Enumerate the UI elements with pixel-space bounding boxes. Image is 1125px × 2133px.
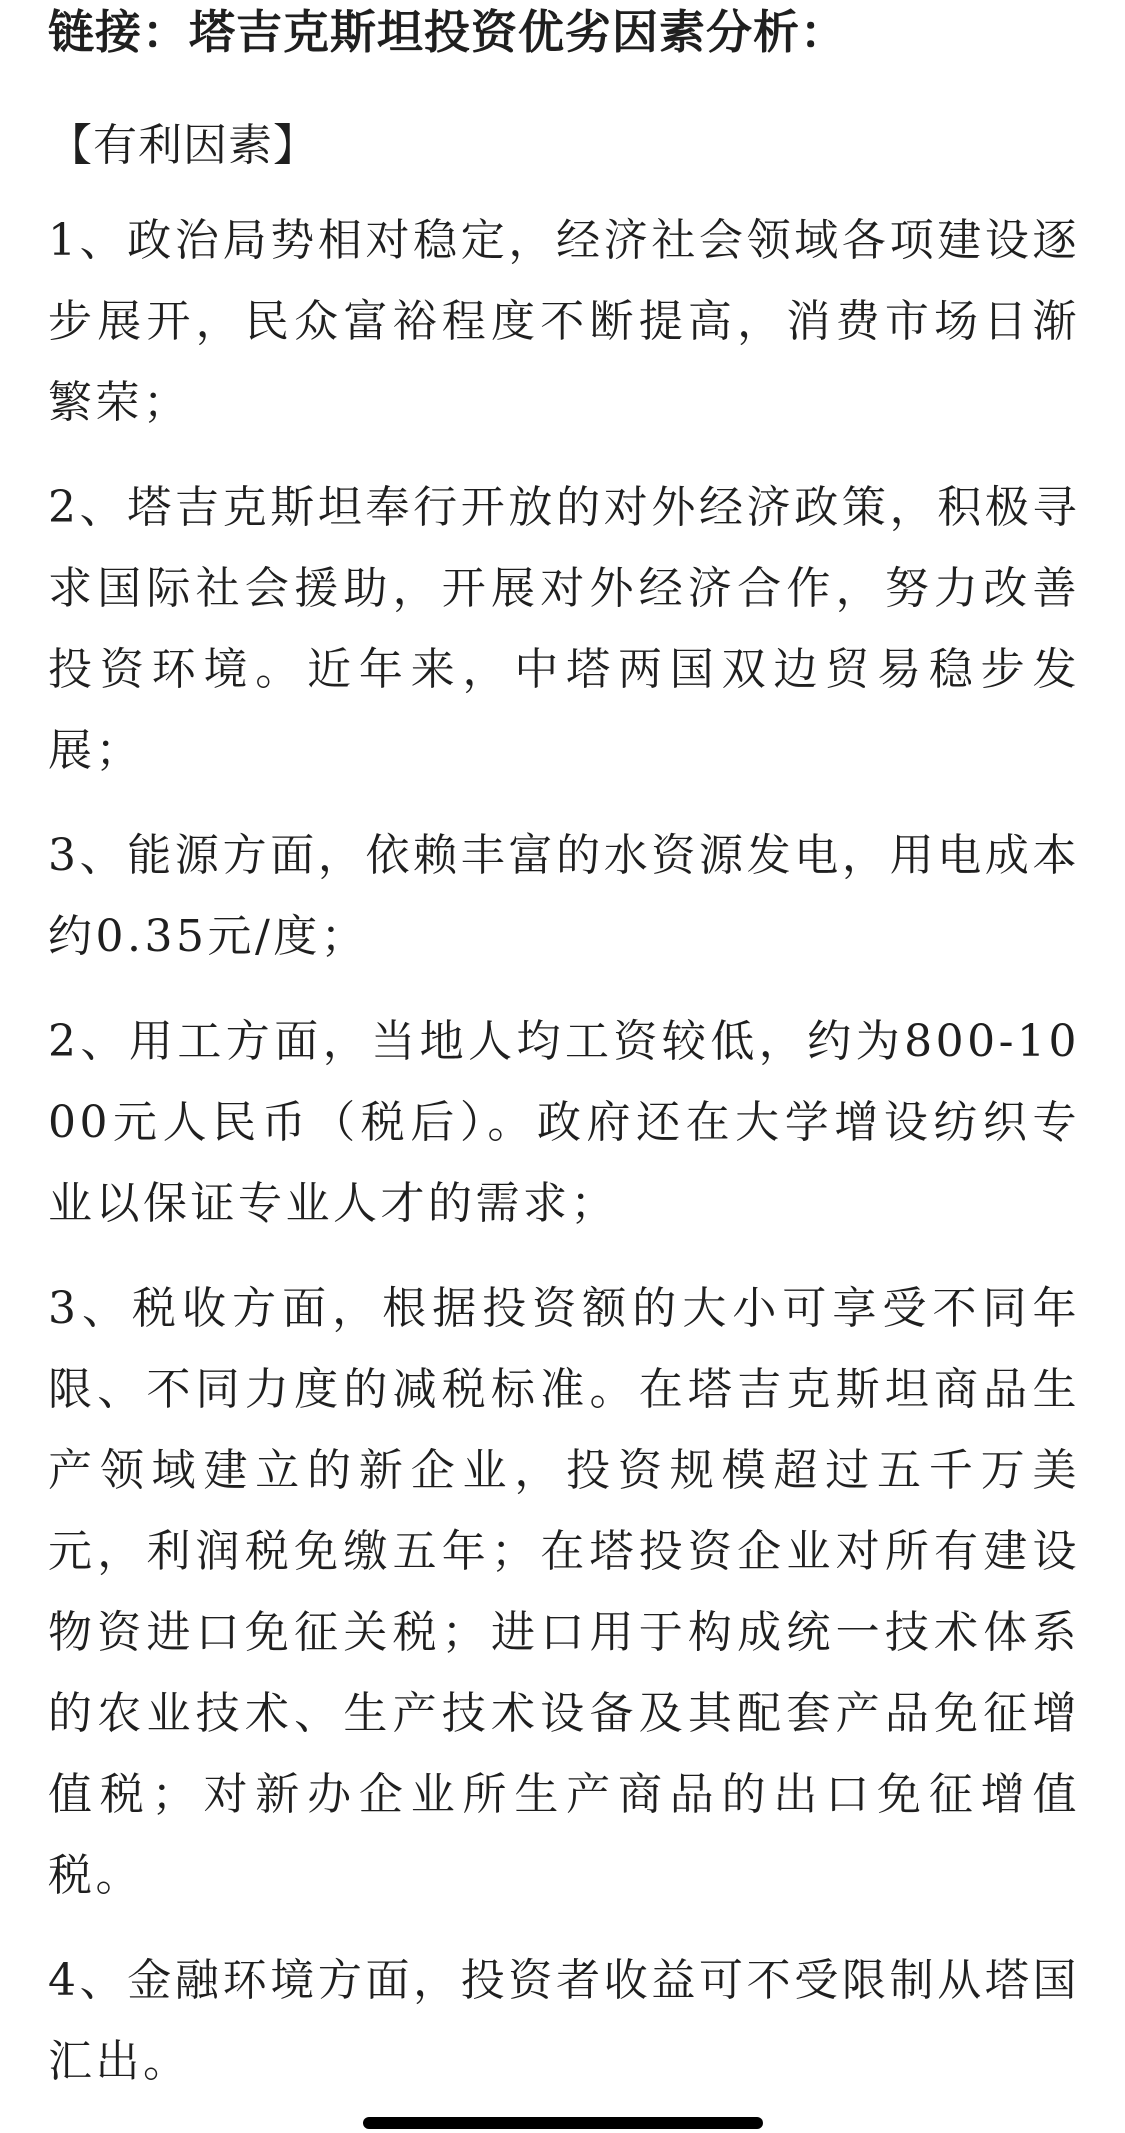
paragraph-6: 4、金融环境方面，投资者收益可不受限制从塔国汇出。 xyxy=(48,1955,1080,2087)
home-indicator[interactable] xyxy=(363,2117,763,2129)
section-label-advantages: 【有利因素】 xyxy=(48,120,318,171)
paragraph-4: 2、用工方面，当地人均工资较低，约为800-1000元人民币（税后）。政府还在大学增设纺织专业以保证专业人才的需求； xyxy=(48,1016,1080,1229)
paragraph-3: 3、能源方面，依赖丰富的水资源发电，用电成本约0.35元/度； xyxy=(48,830,1080,962)
article-body xyxy=(48,0,1080,2102)
paragraph-2: 2、塔吉克斯坦奉行开放的对外经济政策，积极寻求国际社会援助，开展对外经济合作，努力改善投资环境。近年来，中塔两国双边贸易稳步发展； xyxy=(48,482,1080,776)
article-heading: 链接：塔吉克斯坦投资优劣因素分析： xyxy=(48,5,847,59)
paragraph-5: 3、税收方面，根据投资额的大小可享受不同年限、不同力度的减税标准。在塔吉克斯坦商品生产领域建立的新企业，投资规模超过五千万美元，利润税免缴五年；在塔投资企业对所有建设物资进口免征关税；进口用于构成统一技术体系的农业技术、生产技术设备及其配套产品免征增值税；对新办企业所生产商品的出口免征增值税。 xyxy=(48,1283,1080,1901)
paragraph-1: 1、政治局势相对稳定，经济社会领域各项建设逐步展开，民众富裕程度不断提高，消费市场日渐繁荣； xyxy=(48,215,1080,428)
